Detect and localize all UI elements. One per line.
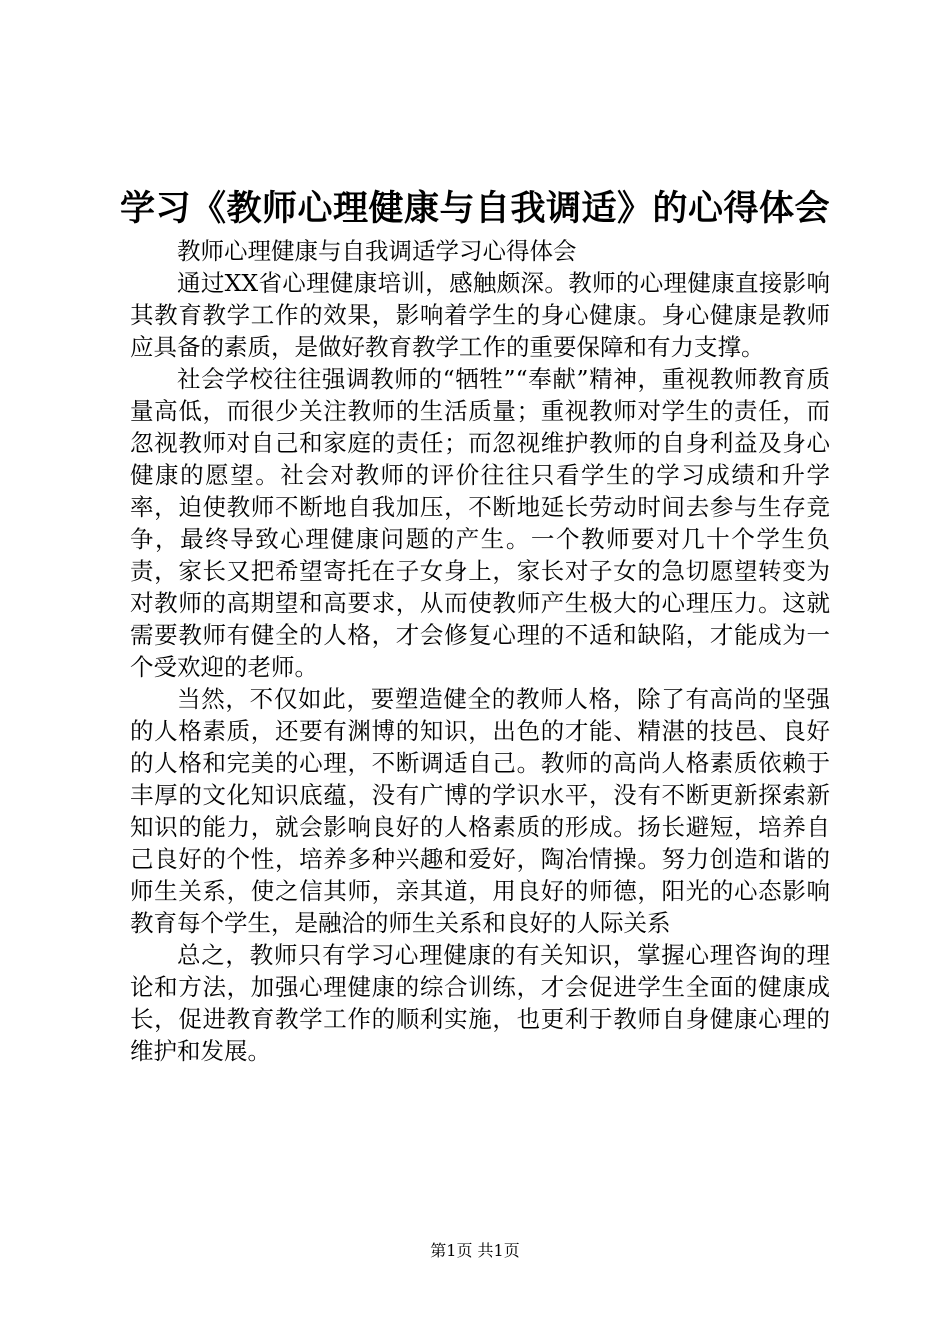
document-title: 学习《教师心理健康与自我调适》的心得体会 — [120, 188, 831, 229]
document-body — [130, 235, 830, 1067]
page-footer: 第1页 共1页 — [430, 1241, 520, 1260]
subtitle-paragraph: 教师心理健康与自我调适学习心得体会 — [177, 237, 577, 265]
body-paragraph: 总之，教师只有学习心理健康的有关知识，掌握心理咨询的理论和方法，加强心理健康的综合训练，才会促进学生全面的健康成长，促进教育教学工作的顺利实施，也更利于教师自身健康心理的维护和发展。 — [130, 941, 830, 1065]
body-paragraph: 当然，不仅如此，要塑造健全的教师人格，除了有高尚的坚强的人格素质，还要有渊博的知识，出色的才能、精湛的技邑、良好的人格和完美的心理，不断调适自己。教师的高尚人格素质依赖于丰厚的文化知识底蕴，没有广博的学识水平，没有不断更新探索新知识的能力，就会影响良好的人格素质的形成。扬长避短，培养自己良好的个性，培养多种兴趣和爱好，陶冶情操。努力创造和谐的师生关系，使之信其师，亲其道，用良好的师德，阳光的心态影响教育每个学生，是融洽的师生关系和良好的人际关系 — [130, 685, 830, 937]
body-paragraph: 通过XX省心理健康培训，感触颇深。教师的心理健康直接影响其教育教学工作的效果，影响着学生的身心健康。身心健康是教师应具备的素质，是做好教育教学工作的重要保障和有力支撑。 — [130, 269, 830, 361]
body-paragraph: 社会学校往往强调教师的“牺牲”“奉献”精神，重视教师教育质量高低，而很少关注教师的生活质量；重视教师对学生的责任，而忽视教师对自己和家庭的责任；而忽视维护教师的自身利益及身心健康的愿望。社会对教师的评价往往只看学生的学习成绩和升学率，迫使教师不断地自我加压，不断地延长劳动时间去参与生存竞争，最终导致心理健康问题的产生。一个教师要对几十个学生负责，家长又把希望寄托在子女身上，家长对子女的急切愿望转变为对教师的高期望和高要求，从而使教师产生极大的心理压力。这就需要教师有健全的人格，才会修复心理的不适和缺陷，才能成为一个受欢迎的老师。 — [130, 365, 830, 681]
